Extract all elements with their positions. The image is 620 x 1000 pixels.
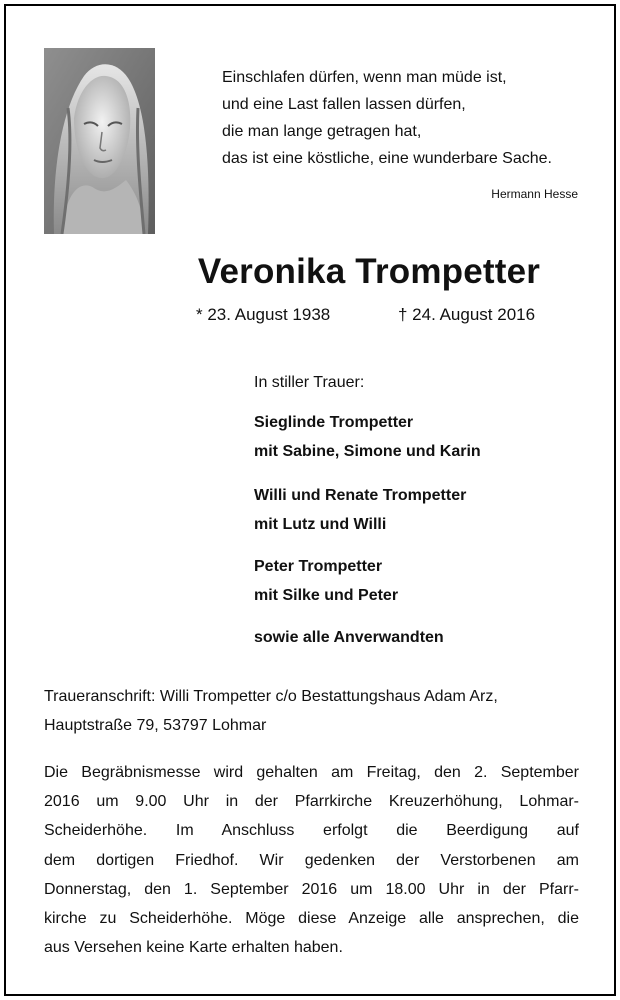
mourner-line: mit Sabine, Simone und Karin: [254, 443, 481, 460]
mourners-label: In stiller Trauer:: [254, 374, 365, 391]
mourner-group: [254, 552, 398, 610]
deceased-name: Veronika Trompetter: [197, 252, 541, 291]
notice-line: Scheiderhöhe. Im Anschluss erfolgt die Beerdigung auf: [44, 822, 579, 840]
address-line: Traueranschrift: Willi Trompetter c/o Bestattungshaus Adam Arz,: [44, 688, 498, 705]
mourner-line: mit Lutz und Willi: [254, 516, 387, 533]
notice-line: Die Begräbnismesse wird gehalten am Freitag, den 2. September: [44, 764, 579, 781]
mourner-line: Sieglinde Trompetter: [254, 414, 414, 431]
notice-line: 2016 um 9.00 Uhr in der Pfarrkirche Kreuzerhöhung, Lohmar-: [44, 793, 579, 811]
poem-line: und eine Last fallen lassen dürfen,: [222, 96, 466, 113]
birth-date: * 23. August 1938: [196, 305, 331, 324]
mourner-group: [254, 408, 481, 466]
mourner-group: [254, 481, 466, 539]
mourner-line: Willi und Renate Trompetter: [254, 487, 467, 504]
death-date: † 24. August 2016: [398, 305, 536, 324]
mourner-line: mit Silke und Peter: [254, 587, 399, 604]
mourner-group: [254, 623, 444, 652]
notice-line: aus Versehen keine Karte erhalten haben.: [44, 939, 343, 957]
notice-line: Donnerstag, den 1. September 2016 um 18.00 Uhr in der Pfarr-: [44, 880, 579, 898]
poem-line: das ist eine köstliche, eine wunderbare Sache.: [222, 150, 552, 167]
address-line: Hauptstraße 79, 53797 Lohmar: [44, 717, 267, 734]
poem-line: Einschlafen dürfen, wenn man müde ist,: [222, 69, 507, 86]
poem: [222, 64, 582, 172]
notice-line: dem dortigen Friedhof. Wir gedenken der Verstorbenen am: [44, 851, 579, 869]
mourner-line: sowie alle Anverwandten: [254, 629, 444, 646]
madonna-portrait-icon: [44, 48, 155, 234]
mourning-address: [44, 682, 580, 740]
funeral-notice: [44, 758, 579, 962]
poem-author: Hermann Hesse: [491, 187, 578, 201]
mourner-line: Peter Trompetter: [254, 558, 383, 575]
notice-line: kirche zu Scheiderhöhe. Möge diese Anzeige alle ansprechen, die: [44, 910, 579, 928]
poem-line: die man lange getragen hat,: [222, 123, 422, 140]
